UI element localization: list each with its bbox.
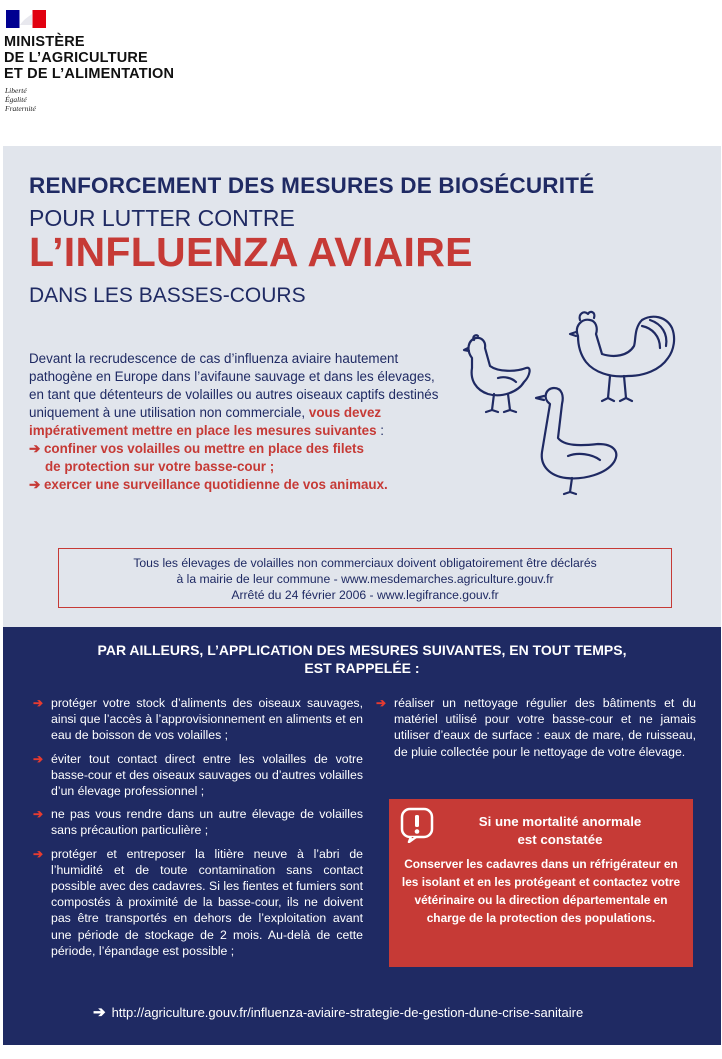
intro-emphasis: vous devez impérativement mettre en place les mesures suivantes [29, 405, 382, 438]
motto-line: Égalité [5, 95, 27, 104]
title-line-1: RENFORCEMENT DES MESURES DE BIOSÉCURITÉ [29, 173, 595, 198]
arrow-icon: ➔ [33, 751, 44, 766]
exclamation-icon [399, 807, 435, 843]
rooster-icon [570, 312, 674, 401]
ministry-line: ET DE L’ALIMENTATION [4, 66, 175, 82]
alert-title-line: est constatée [517, 832, 603, 847]
arrow-icon: ➔ [33, 696, 44, 710]
ministry-line: DE L’AGRICULTURE [4, 50, 148, 66]
measures-heading-line: EST RAPPELÉE : [304, 660, 420, 676]
ministry-name [4, 34, 174, 82]
intro-point-continued: de protection sur votre basse-cour ; [45, 459, 275, 474]
measures-heading-line: PAR AILLEURS, L’APPLICATION DES MESURES SUIVANTES, EN TOUT TEMPS, [97, 642, 627, 658]
declaration-notice [58, 548, 672, 608]
alert-title [435, 813, 685, 849]
poultry-illustration [438, 306, 698, 496]
title-line-2: POUR LUTTER CONTRE [29, 205, 295, 231]
motto-line: Fraternité [5, 104, 36, 113]
intro-point-text: exercer une surveillance quotidienne de vos animaux. [43, 477, 388, 492]
measure-text: ne pas vous rendre dans un autre élevage de volailles sans précaution particulière ; [51, 807, 363, 838]
ministry-link[interactable]: http://agriculture.gouv.fr/influenza-aviaire-strategie-de-gestion-dune-crise-sanitaire [111, 1005, 584, 1020]
measures-heading [3, 641, 721, 677]
arrow-icon: ➔ [376, 696, 387, 710]
intro-colon: : [376, 423, 385, 438]
motto-line: Liberté [5, 86, 27, 95]
republic-motto [5, 86, 36, 113]
measure-item [33, 846, 363, 959]
measure-text: protéger et entreposer la litière neuve à l’abri de l’humidité et de toute contamination sans contact possible avec des cadavres. Si les fientes et fumiers sont compostés à proximité de la basse-cour, ils ne doivent pas être transportés en dehors de l’exploitation avant une période de stockage de 2 mois. Au-delà de cette période, l’épandage est possible ; [51, 846, 363, 958]
measure-item [33, 806, 363, 838]
measure-item [376, 695, 696, 760]
arrow-icon: ➔ [29, 477, 44, 492]
marianne-flag-logo [6, 10, 46, 28]
header [0, 0, 722, 140]
arrow-icon: ➔ [33, 846, 44, 861]
footer [93, 1003, 583, 1021]
intro-point [29, 440, 449, 458]
measures-left-column [33, 695, 363, 966]
ministry-line: MINISTÈRE [4, 34, 85, 50]
declaration-line: à la mairie de leur commune - www.mesdemarches.agriculture.gouv.fr [176, 572, 554, 586]
measure-text: éviter tout contact direct entre les volailles de votre basse-cour et des oiseaux sauvages ou d’autres volailles d’un élevage professionnel ; [51, 751, 363, 799]
measure-text: réaliser un nettoyage régulier des bâtiments et du matériel utilisé pour votre basse-cour et ne jamais utiliser d’eaux de surface : eaux de mare, de ruisseau, de pluie collectée pour le nettoyage de votre élevage. [394, 696, 696, 759]
measure-text: protéger votre stock d’aliments des oiseaux sauvages, ainsi que l’accès à l’approvisionnement en aliments et en eau de boisson de vos volailles ; [51, 696, 363, 743]
measure-item [33, 751, 363, 800]
intro-point-text: confiner vos volailles ou mettre en place des filets [43, 441, 364, 456]
declaration-line: Tous les élevages de volailles non commerciaux doivent obligatoirement être déclarés [133, 556, 597, 570]
arrow-icon: ➔ [93, 1004, 106, 1021]
arrow-icon: ➔ [29, 441, 44, 456]
intro-paragraph: Devant la recrudescence de cas d’influenza aviaire hautement pathogène en Europe dans l’avifaune sauvage et dans les élevages, en tant que détenteurs de volailles ou autres oiseaux captifs destinés uniquement à une utilisation non commerciale, [29, 351, 439, 420]
measures-section [3, 627, 721, 1045]
title-line-4: DANS LES BASSES-COURS [29, 284, 306, 307]
arrow-icon: ➔ [33, 807, 44, 822]
hen-icon [464, 335, 530, 412]
intro-point [29, 476, 449, 494]
mortality-alert-box [389, 799, 693, 967]
goose-icon [536, 388, 616, 494]
title-main: L’INFLUENZA AVIAIRE [29, 229, 473, 275]
declaration-line: Arrêté du 24 février 2006 - www.legifrance.gouv.fr [231, 588, 499, 602]
measures-right-column [376, 695, 696, 767]
intro-text [29, 350, 449, 494]
measure-item [33, 695, 363, 744]
alert-body: Conserver les cadavres dans un réfrigérateur en les isolant et en les protégeant et contactez votre vétérinaire ou la direction départementale en charge de la protection des populations. [401, 857, 681, 925]
alert-title-line: Si une mortalité anormale [478, 814, 642, 829]
